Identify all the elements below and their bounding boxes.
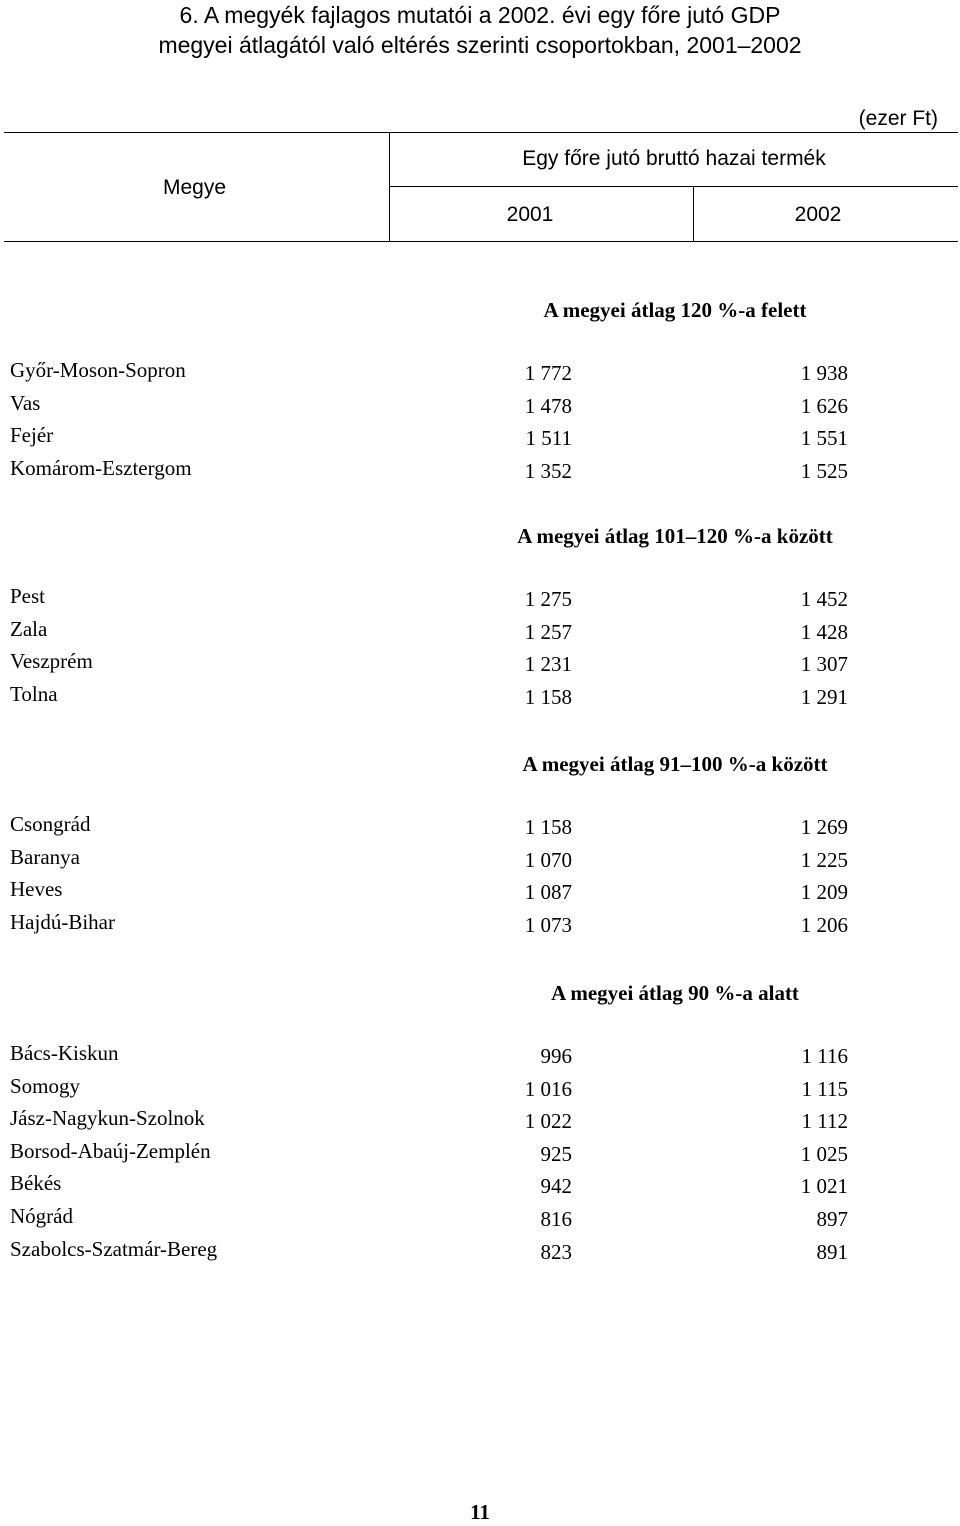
title-line-1: 6. A megyék fajlagos mutatói a 2002. évi egy főre jutó GDP: [179, 2, 781, 28]
value-2002: 1 551: [800, 426, 848, 451]
value-2002: 1 225: [800, 847, 848, 872]
value-2001: 942: [540, 1174, 572, 1199]
county-name: Hajdú-Bihar: [10, 909, 115, 934]
value-2001: 1 231: [524, 652, 572, 677]
table-row: [0, 1171, 960, 1203]
group-title: A megyei átlag 101–120 %-a között: [517, 524, 833, 548]
value-2002: 1 206: [800, 912, 848, 937]
value-2002: 1 025: [800, 1141, 848, 1166]
value-2001: 1 022: [524, 1109, 572, 1134]
county-name: Borsod-Abaúj-Zemplén: [10, 1138, 211, 1163]
county-name: Győr-Moson-Sopron: [10, 358, 186, 382]
table-row: [0, 456, 960, 488]
group-title: A megyei átlag 91–100 %-a között: [522, 752, 828, 776]
value-2002: 1 021: [800, 1174, 848, 1199]
table-row: [0, 1237, 960, 1269]
value-2002: 1 209: [800, 880, 848, 905]
value-2001: 1 087: [524, 880, 572, 905]
group-title: A megyei átlag 120 %-a felett: [543, 298, 807, 322]
table-row: [0, 1041, 960, 1073]
county-name: Nógrád: [10, 1204, 73, 1228]
county-name: Heves: [10, 877, 63, 902]
table-row: [0, 910, 960, 942]
county-name: Szabolcs-Szatmár-Bereg: [10, 1236, 218, 1261]
value-2001: 1 073: [524, 912, 572, 937]
value-2001: 1 158: [524, 684, 572, 709]
value-2002: 1 269: [800, 815, 848, 839]
table-row: [0, 682, 960, 714]
table-row: [0, 1204, 960, 1236]
county-name: Zala: [10, 616, 48, 641]
county-name: Bács-Kiskun: [10, 1041, 119, 1065]
value-2001: 1 070: [524, 847, 572, 872]
header-divider-years: [693, 186, 694, 242]
header-bottom-rule: [4, 241, 958, 242]
table-row: [0, 391, 960, 423]
value-2002: 1 291: [800, 684, 848, 709]
table-row: [0, 584, 960, 616]
value-2001: 1 511: [525, 426, 572, 451]
county-name: Tolna: [10, 681, 58, 706]
value-2001: 1 257: [524, 619, 572, 644]
table-row: [0, 617, 960, 649]
value-2001: 1 772: [524, 361, 572, 385]
value-2002: 1 938: [800, 361, 848, 385]
table-row: [0, 1139, 960, 1171]
value-2001: 1 478: [524, 393, 572, 418]
document-title: [0, 0, 960, 60]
table-row: [0, 423, 960, 455]
county-name: Vas: [10, 390, 41, 415]
value-2002: 1 307: [800, 652, 848, 677]
value-2002: 1 428: [800, 619, 848, 644]
title-line-2: megyei átlagától való eltérés szerinti csoportokban, 2001–2002: [158, 32, 802, 58]
value-2001: 816: [540, 1207, 572, 1231]
county-name: Fejér: [10, 423, 54, 448]
value-2002: 1 112: [801, 1109, 848, 1134]
header-middle-rule: [390, 186, 958, 187]
county-name: Jász-Nagykun-Szolnok: [10, 1106, 205, 1131]
page-number: 11: [470, 1500, 490, 1524]
county-name: Somogy: [10, 1073, 81, 1098]
county-name: Pest: [10, 584, 46, 608]
county-name: Csongrád: [10, 812, 91, 836]
header-top-rule: [4, 132, 958, 133]
value-2001: 1 158: [524, 815, 572, 839]
table-row: [0, 812, 960, 844]
value-2002: 1 452: [800, 587, 848, 611]
county-name: Békés: [10, 1171, 62, 1196]
header-year-2002: 2002: [794, 203, 842, 226]
table-row: [0, 877, 960, 909]
value-2002: 891: [816, 1239, 848, 1264]
value-2001: 1 016: [524, 1076, 572, 1101]
value-2002: 1 116: [801, 1044, 848, 1068]
header-year-2001: 2001: [506, 203, 554, 226]
value-2001: 1 275: [524, 587, 572, 611]
value-2002: 897: [816, 1207, 848, 1231]
value-2002: 1 115: [801, 1076, 848, 1101]
table-row: [0, 358, 960, 390]
value-2001: 823: [540, 1239, 572, 1264]
value-2002: 1 626: [800, 393, 848, 418]
table-row: [0, 1074, 960, 1106]
county-name: Veszprém: [10, 649, 93, 674]
table-row: [0, 845, 960, 877]
table-row: [0, 649, 960, 681]
group-title: A megyei átlag 90 %-a alatt: [551, 981, 799, 1005]
table-row: [0, 1106, 960, 1138]
county-name: Baranya: [10, 844, 80, 869]
header-measure: Egy főre jutó bruttó hazai termék: [522, 147, 826, 170]
county-name: Komárom-Esztergom: [10, 455, 192, 480]
value-2002: 1 525: [800, 458, 848, 483]
value-2001: 1 352: [524, 458, 572, 483]
header-county: Megye: [162, 176, 227, 199]
value-2001: 996: [540, 1044, 572, 1068]
unit-label: (ezer Ft): [858, 107, 938, 130]
value-2001: 925: [540, 1141, 572, 1166]
